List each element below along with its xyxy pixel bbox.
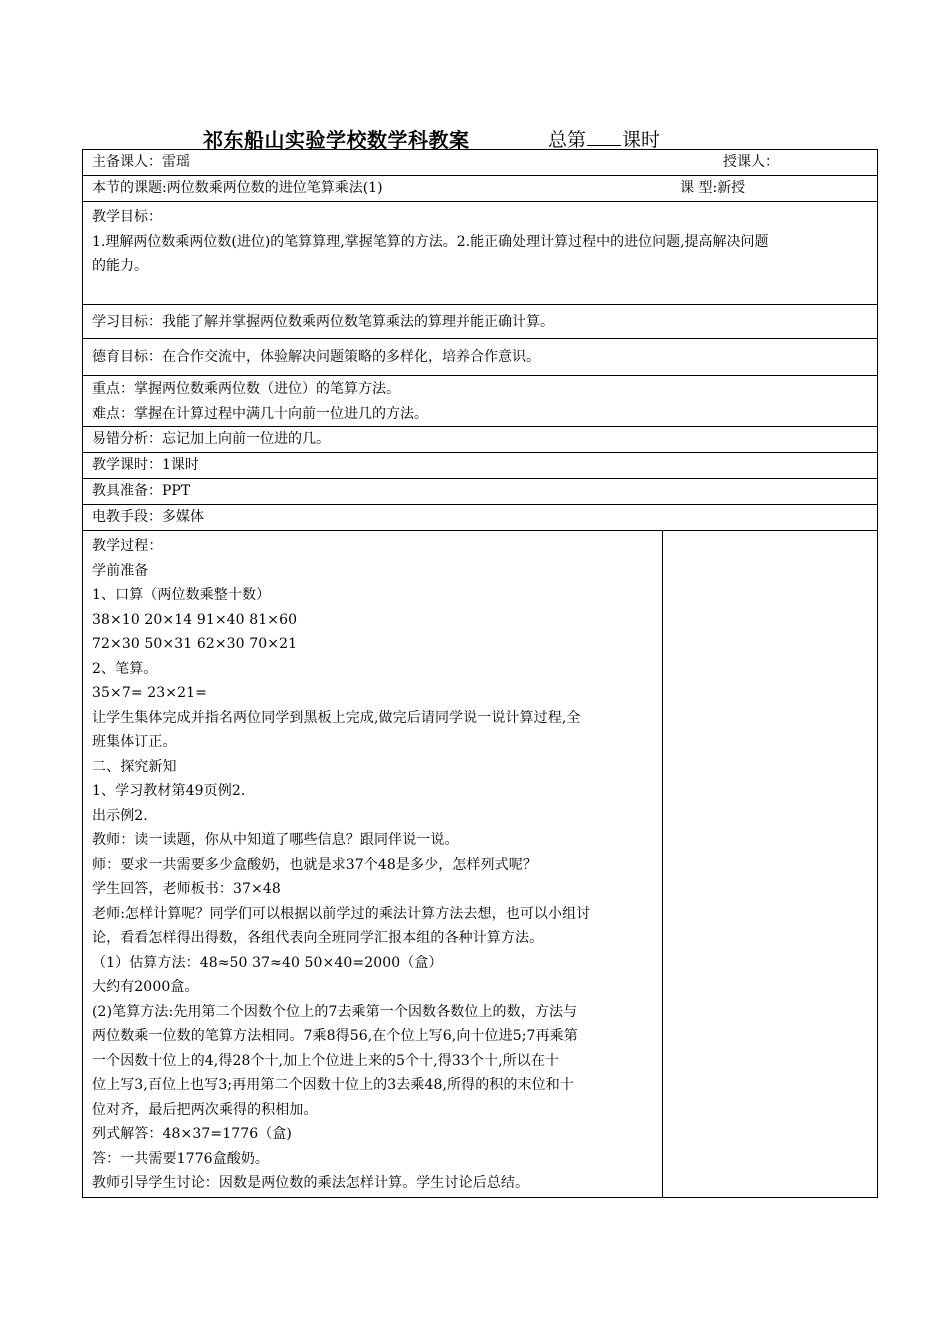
- row-moral-goal: [83, 339, 877, 376]
- process-line: （1）估算方法：48≈50 37≈40 50×40=2000（盒）: [92, 954, 443, 971]
- process-line: 老师:怎样计算呢？同学们可以根据以前学过的乘法计算方法去想，也可以小组讨: [92, 905, 591, 922]
- process-line: 两位数乘一位数的笔算方法相同。7乘8得56,在个位上写6,向十位进5;7再乘第: [92, 1028, 578, 1044]
- process-line: 师：要求一共需要多少盒酸奶，也就是求37个48是多少，怎样列式呢？: [92, 856, 537, 873]
- key-point-text: 重点：掌握两位数乘两位数（进位）的笔算方法。: [92, 381, 400, 397]
- process-line: 学生回答，老师板书：37×48: [92, 881, 281, 897]
- lesson-number-blank[interactable]: [587, 127, 621, 146]
- difficult-point-text: 难点：掌握在计算过程中满几十向前一位进几的方法。: [92, 405, 428, 422]
- process-line: 位对齐，最后把两次乘得的积相加。: [92, 1101, 318, 1118]
- teaching-goal-label: 教学目标：: [92, 209, 162, 225]
- teaching-goal-line: 的能力。: [92, 258, 148, 274]
- process-line: 列式解答：48×37=1776（盒): [92, 1126, 292, 1142]
- tools-text: 教具准备：PPT: [92, 483, 191, 499]
- process-line: 二、探究新知: [92, 758, 177, 775]
- process-line: 班集体订正。: [92, 734, 177, 750]
- process-line: 教学过程：: [92, 538, 163, 554]
- lesson-number: [548, 125, 660, 152]
- process-line: 大约有2000盒。: [92, 979, 199, 995]
- error-analysis-text: 易错分析：忘记加上向前一位进的几。: [92, 431, 330, 447]
- media-text: 电教手段：多媒体: [92, 509, 204, 525]
- process-line: 2、笔算。: [92, 660, 158, 677]
- process-line: 答：一共需要1776盒酸奶。: [92, 1150, 270, 1167]
- teaching-goal-line: 1.理解两位数乘两位数(进位)的笔算算理,掌握笔算的方法。2.能正确处理计算过程中的进位问题,提高解决问题: [92, 233, 769, 250]
- hours-text: 教学课时：1课时: [92, 457, 199, 473]
- process-line: 出示例2.: [92, 807, 148, 824]
- process-line: 学前准备: [92, 562, 149, 579]
- process-line: 1、口算（两位数乘整十数）: [92, 587, 271, 603]
- process-line: 教师引导学生讨论：因数是两位数的乘法怎样计算。学生讨论后总结。: [92, 1175, 530, 1191]
- process-line: 38×10 20×14 91×40 81×60: [92, 611, 298, 628]
- row-media: [83, 505, 877, 531]
- process-line: 35×7= 23×21=: [92, 685, 207, 701]
- row-tools: [83, 479, 877, 505]
- lesson-suffix: 课时: [622, 129, 661, 151]
- process-line: (2)笔算方法:先用第二个因数个位上的7去乘第一个因数各数位上的数，方法与: [92, 1003, 578, 1020]
- row-error-analysis: [83, 427, 877, 453]
- learning-goal-text: 学习目标：我能了解并掌握两位数乘两位数笔算乘法的算理并能正确计算。: [92, 314, 554, 330]
- lesson-prefix: 总第: [548, 129, 587, 151]
- process-line: 一个因数十位上的4,得28个十,加上个位进上来的5个十,得33个十,所以在十: [92, 1052, 560, 1069]
- row-teaching-goal: [83, 202, 877, 305]
- process-line: 1、学习教材第49页例2.: [92, 783, 246, 799]
- row-topic: [83, 176, 877, 202]
- row-key-points: [83, 376, 877, 427]
- process-line: 让学生集体完成并指名两位同学到黑板上完成,做完后请同学说一说计算过程,全: [92, 709, 581, 726]
- column-divider: [662, 531, 663, 1197]
- moral-goal-text: 德育目标：在合作交流中，体验解决问题策略的多样化，培养合作意识。: [92, 349, 540, 365]
- document-title: 祁东船山实验学校数学科教案: [203, 128, 470, 152]
- process-line: 位上写3,百位上也写3;再用第二个因数十位上的3去乘48,所得的积的末位和十: [92, 1077, 574, 1093]
- row-hours: [83, 453, 877, 479]
- teaching-process: [92, 534, 658, 1196]
- preparer-text: 主备课人：雷瑶: [92, 154, 190, 170]
- row-preparer: [83, 150, 877, 176]
- process-line: 论，看看怎样得出得数，各组代表向全班同学汇报本组的各种计算方法。: [92, 930, 544, 946]
- lesson-type-text: 课 型:新授: [680, 180, 746, 196]
- row-learning-goal: [83, 305, 877, 339]
- topic-text: 本节的课题:两位数乘两位数的进位笔算乘法(1): [92, 180, 383, 196]
- process-line: 72×30 50×31 62×30 70×21: [92, 636, 298, 652]
- process-line: 教师：读一读题，你从中知道了哪些信息？跟同伴说一说。: [92, 832, 459, 848]
- row-process: [83, 531, 877, 1197]
- lesson-plan-table: [82, 149, 878, 1198]
- document-header: [0, 124, 950, 150]
- teacher-text: 授课人：: [723, 154, 779, 170]
